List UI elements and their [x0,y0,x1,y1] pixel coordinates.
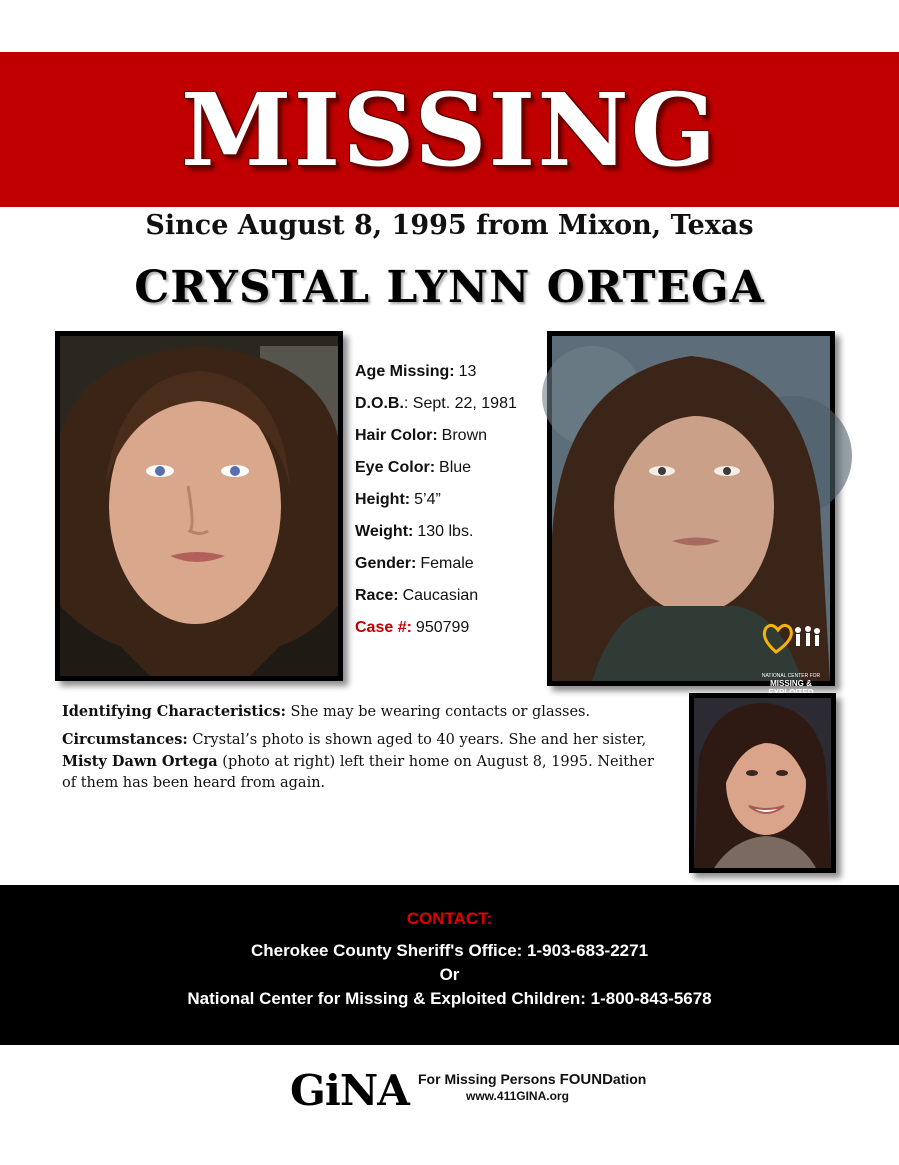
sister-name: Misty Dawn Ortega [62,753,218,770]
detail-label: Case #: [355,619,412,636]
ncmec-logo [758,603,824,697]
detail-value: 130 lbs. [417,523,474,540]
detail-value: 950799 [415,619,470,636]
circumstances [62,729,662,794]
contact-title: CONTACT: [406,909,493,928]
tagline-bold: FOUND [559,1071,613,1088]
detail-label: Race: [355,587,399,604]
detail-hair-color [355,425,545,457]
detail-label: D.O.B. [355,395,404,412]
ncmec-heart-icon [758,603,824,673]
detail-age-missing [355,361,545,393]
circumstances-text-cont: (photo at right) left their home on August 8, 1995. Neither of them has been heard from again. [62,754,654,791]
missing-since-line: Since August 8, 1995 from Mixon, Texas [145,210,754,241]
circumstances-label: Circumstances: [62,731,188,748]
detail-label: Gender: [355,555,417,572]
gina-tagline [418,1071,646,1088]
detail-value: 13 [458,363,477,380]
detail-weight [355,521,545,553]
ncmec-logo-line: NATIONAL CENTER FOR [761,673,821,679]
contact-sheriff: Cherokee County Sheriff's Office: 1-903-683-2271 [250,941,649,960]
detail-value: Female [420,555,474,572]
missing-banner [0,52,899,207]
details-list [355,361,545,649]
detail-eye-color [355,457,545,489]
contact-or: Or [439,965,460,984]
description-text [62,701,662,800]
detail-value: 5’4” [414,491,441,508]
detail-label: Height: [355,491,411,508]
photo-age-13 [55,331,343,681]
gina-url[interactable]: www.411GINA.org [466,1089,569,1103]
circumstances-text: Crystal’s photo is shown aged to 40 years. She and her sister, [192,732,647,748]
detail-race [355,585,545,617]
gina-logo-word: GiNA [290,1066,409,1115]
contact-ncmec: National Center for Missing & Exploited Children: 1-800-843-5678 [187,989,712,1008]
detail-value: Caucasian [402,587,479,604]
detail-label: Age Missing: [355,363,455,380]
tagline-pre: For Missing Persons [418,1071,560,1087]
detail-label: Hair Color: [355,427,438,444]
ncmec-logo-line: EXPLOITED [768,688,814,697]
detail-label: Eye Color: [355,459,436,476]
contact-box [0,885,899,1045]
photo-age-progressed [547,331,835,697]
identifying-characteristics [62,701,662,723]
detail-label: Weight: [355,523,414,540]
tagline-post: ation [612,1071,647,1087]
missing-person-name: CRYSTAL LYNN ORTEGA [134,262,765,313]
detail-value: Blue [439,459,472,476]
detail-height [355,489,545,521]
ncmec-logo-line: MISSING & [770,679,812,688]
detail-case-number [355,617,545,649]
identifying-text: She may be wearing contacts or glasses. [290,704,591,720]
detail-value: Brown [441,427,488,444]
photo-sister [689,693,836,873]
detail-dob [355,393,545,425]
detail-gender [355,553,545,585]
detail-value: : Sept. 22, 1981 [403,395,517,412]
missing-title: MISSING [180,70,719,189]
identifying-label: Identifying Characteristics: [62,703,286,720]
gina-logo [290,1066,650,1115]
